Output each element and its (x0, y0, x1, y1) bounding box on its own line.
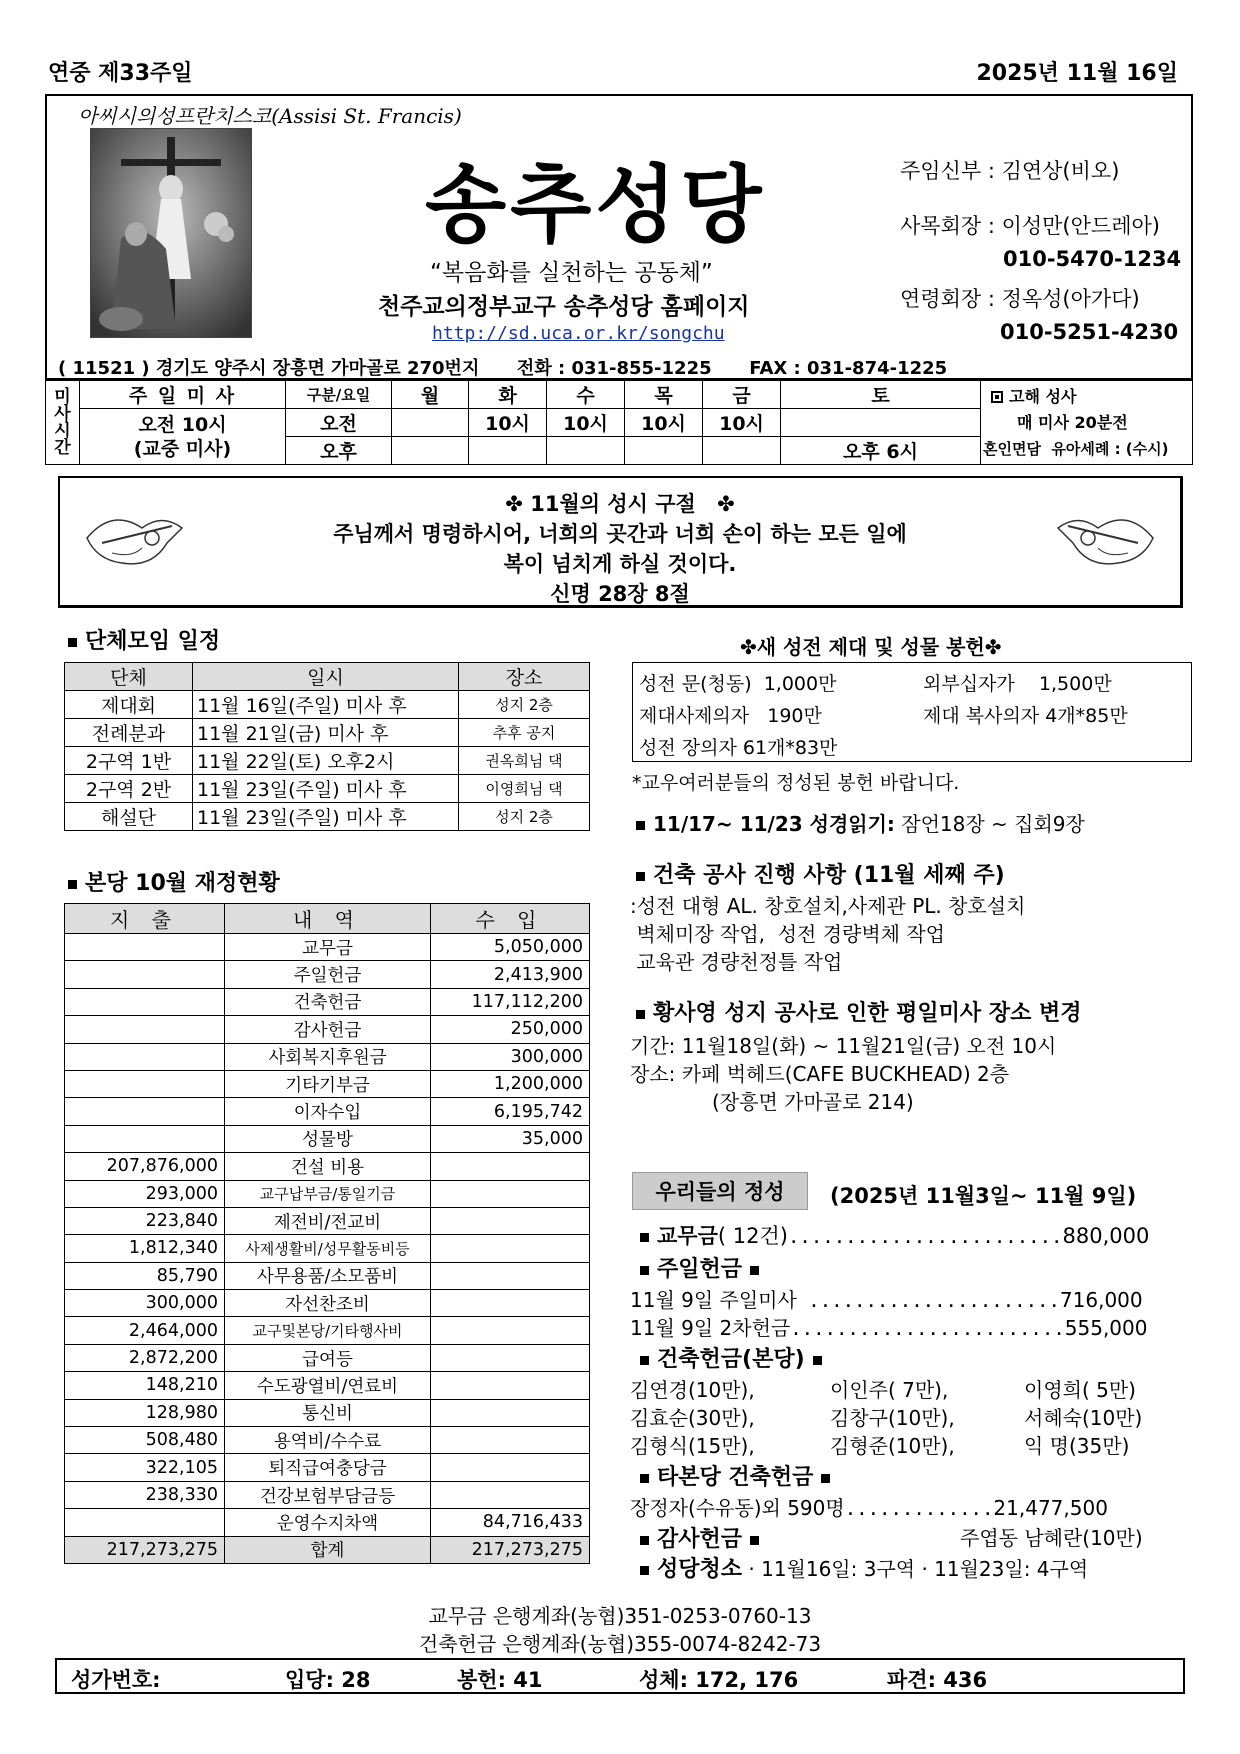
building-offering-title: 건축헌금(본당) (640, 1342, 830, 1373)
afternoon-label: 오후 (286, 437, 392, 465)
expense-cell (65, 1043, 225, 1070)
sunday-offering-row: 11월 9일 주일미사 ......................716,000 (630, 1288, 1143, 1312)
table-row: 2구역 2반 11월 23일(주일) 미사 후 이영희님 댁 (65, 775, 590, 803)
venue-change-place: 장소: 카페 벅헤드(CAFE BUCKHEAD) 2층 (630, 1062, 1010, 1086)
bible-reading: 11/17~ 11/23 성경읽기: 잠언18장 ~ 집회9장 (636, 808, 1085, 837)
table-header: 장소 (459, 663, 590, 691)
item-cell: 통신비 (225, 1399, 431, 1426)
expense-cell: 293,000 (65, 1180, 225, 1207)
offering-item: 성전 장의자 61개*83만 (639, 737, 838, 759)
sunday-offering-row: 11월 9일 2차헌금........................555,000 (630, 1316, 1148, 1340)
donor-name: 김창구(10만), (830, 1406, 955, 1430)
st-francis-crucifix-image (90, 128, 252, 338)
offering-note: *교우여러분들의 정성된 봉헌 바랍니다. (632, 772, 960, 794)
square-bullet-icon (821, 1474, 830, 1483)
item-cell: 제전비/전교비 (225, 1207, 431, 1234)
hymn-numbers-box (55, 1658, 1185, 1694)
sunday-offering-title: 주일헌금 (640, 1252, 767, 1283)
table-row (65, 1344, 590, 1371)
donor-name: 김형식(15만), (630, 1434, 755, 1458)
homepage-link[interactable]: http://sd.uca.or.kr/songchu (432, 323, 725, 344)
income-cell: 117,112,200 (431, 988, 590, 1015)
offering-item: 성전 문(청동) 1,000만 (639, 673, 837, 695)
square-bullet-icon (640, 1536, 649, 1545)
verse-reference: 신명 28장 8절 (550, 582, 690, 606)
our-offering-badge: 우리들의 정성 (632, 1172, 808, 1210)
council-president-phone: 010-5470-1234 (1003, 247, 1182, 271)
mass-times-side-label: 미 사 시 간 (46, 381, 80, 465)
income-cell (431, 1344, 590, 1371)
offering-items-box (632, 662, 1192, 762)
table-row (65, 1153, 590, 1180)
church-motto: “복음화를 실천하는 공동체” (430, 260, 713, 286)
construction-line: 교육관 경량천정틀 작업 (630, 950, 843, 974)
income-cell (431, 1372, 590, 1399)
thu-morning: 10시 (625, 409, 703, 437)
venue-change-period: 기간: 11월18일(화) ~ 11월21일(금) 오전 10시 (630, 1034, 1057, 1058)
expense-cell: 322,105 (65, 1454, 225, 1481)
table-row (65, 1536, 590, 1563)
verse-line-1: 주님께서 명령하시어, 너희의 곳간과 너희 손이 하는 모든 일에 (333, 522, 907, 546)
monthly-verse-box (58, 476, 1183, 608)
income-cell (431, 1290, 590, 1317)
address-contact-line: ( 11521 ) 경기도 양주시 장흥면 가마골로 270번지 전화 : 031-855-1225 FAX : 031-874-1225 (58, 358, 948, 379)
item-cell: 성물방 (225, 1125, 431, 1152)
tue-morning: 10시 (469, 409, 547, 437)
square-bullet-icon (750, 1266, 759, 1275)
finance-table (64, 903, 590, 1564)
income-cell (431, 1180, 590, 1207)
table-row (65, 1399, 590, 1426)
table-header: 지 출 (65, 904, 225, 934)
table-row: 제대회 11월 16일(주일) 미사 후 성지 2층 (65, 691, 590, 719)
hymn-label: 성가번호: (71, 1668, 161, 1692)
square-bullet-icon (636, 872, 645, 881)
income-cell: 5,050,000 (431, 934, 590, 961)
fri-afternoon (703, 437, 781, 465)
expense-cell (65, 1125, 225, 1152)
item-cell: 교구및본당/기타행사비 (225, 1317, 431, 1344)
item-cell: 급여등 (225, 1344, 431, 1371)
income-cell (431, 1454, 590, 1481)
donor-name: 김연경(10만), (630, 1378, 755, 1402)
cleaning-row: 성당청소 · 11월16일: 3구역 · 11월23일: 4구역 (640, 1552, 1088, 1583)
construction-line: 벽체미장 작업, 성전 경량벽체 작업 (630, 922, 945, 946)
dues-bank-account: 교무금 은행계좌(농협)351-0253-0760-13 (428, 1604, 812, 1628)
group-schedule-title: 단체모임 일정 (68, 624, 220, 655)
funeral-committee-head: 연령회장 : 정옥성(아가다) (900, 287, 1140, 311)
day-wed: 수 (547, 381, 625, 409)
day-sat: 토 (781, 381, 981, 409)
expense-cell: 2,464,000 (65, 1317, 225, 1344)
income-cell: 300,000 (431, 1043, 590, 1070)
funeral-committee-phone: 010-5251-4230 (1000, 320, 1179, 344)
venue-change-address: (장흥면 가마골로 214) (712, 1090, 914, 1114)
expense-cell: 223,840 (65, 1207, 225, 1234)
table-row (65, 988, 590, 1015)
income-cell: 35,000 (431, 1125, 590, 1152)
item-cell: 교구납부금/통일기금 (225, 1180, 431, 1207)
finance-title: 본당 10월 재정현황 (68, 866, 280, 897)
flower-icon: ✤ (984, 635, 1002, 659)
flower-icon: ✤ (717, 492, 735, 516)
liturgical-week: 연중 제33주일 (48, 61, 193, 86)
verse-title: ✤ 11월의 성시 구절 ✤ (505, 492, 735, 516)
table-header: 내 역 (225, 904, 431, 934)
council-president: 사목회장 : 이성만(안드레아) (900, 214, 1160, 238)
income-cell (431, 1317, 590, 1344)
hymn-communion: 성체: 172, 176 (639, 1668, 799, 1692)
table-row (65, 961, 590, 988)
item-cell: 사회복지후원금 (225, 1043, 431, 1070)
square-bullet-icon (640, 1266, 649, 1275)
other-parish-offering-row: 장정자(수유동)외 590명.............21,477,500 (630, 1496, 1108, 1520)
checkbox-icon (991, 391, 1003, 403)
expense-cell: 148,210 (65, 1372, 225, 1399)
square-bullet-icon (640, 1233, 649, 1242)
homepage-label: 천주교의정부교구 송추성당 홈페이지 (378, 294, 750, 320)
table-row (65, 1454, 590, 1481)
verse-line-2: 복이 넘치게 하실 것이다. (503, 552, 737, 576)
thanks-offering-value: 주엽동 남혜란(10만) (960, 1526, 1143, 1550)
table-row (65, 1098, 590, 1125)
item-cell: 이자수입 (225, 1098, 431, 1125)
sunday-mass-time: 오전 10시 (교중 미사) (80, 409, 286, 465)
square-bullet-icon (68, 638, 77, 647)
expense-cell (65, 961, 225, 988)
hymn-recessional: 파견: 436 (887, 1668, 988, 1692)
expense-cell: 300,000 (65, 1290, 225, 1317)
item-cell: 퇴직급여충당금 (225, 1454, 431, 1481)
item-cell: 수도광열비/연료비 (225, 1372, 431, 1399)
offering-item: 외부십자가 1,500만 (923, 673, 1112, 695)
item-cell: 운영수지차액 (225, 1509, 431, 1536)
wed-morning: 10시 (547, 409, 625, 437)
day-thu: 목 (625, 381, 703, 409)
table-row (65, 1043, 590, 1070)
item-cell: 사무용품/소모품비 (225, 1262, 431, 1289)
table-row (65, 934, 590, 961)
offering-item: 제대사제의자 190만 (639, 705, 822, 727)
table-row (65, 1427, 590, 1454)
table-row (65, 1125, 590, 1152)
table-header-row (65, 663, 590, 691)
mon-afternoon (392, 437, 469, 465)
table-header-row (65, 904, 590, 934)
table-row (65, 1016, 590, 1043)
expense-cell: 207,876,000 (65, 1153, 225, 1180)
wed-afternoon (547, 437, 625, 465)
type-day-header: 구분/요일 (286, 381, 392, 409)
table-row (65, 1235, 590, 1262)
thu-afternoon (625, 437, 703, 465)
item-cell: 주일헌금 (225, 961, 431, 988)
table-row (65, 1180, 590, 1207)
expense-cell: 85,790 (65, 1262, 225, 1289)
income-cell (431, 1481, 590, 1508)
hymn-offertory: 봉헌: 41 (457, 1668, 543, 1692)
item-cell: 기타기부금 (225, 1070, 431, 1097)
income-cell: 84,716,433 (431, 1509, 590, 1536)
table-row: 해설단 11월 23일(주일) 미사 후 성지 2층 (65, 803, 590, 831)
expense-cell: 2,872,200 (65, 1344, 225, 1371)
our-offering-period: (2025년 11월3일~ 11월 9일) (830, 1184, 1137, 1208)
expense-cell (65, 988, 225, 1015)
table-row (65, 1070, 590, 1097)
dues-row: 교무금( 12건)........................880,000 (640, 1220, 1149, 1250)
table-row (65, 1509, 590, 1536)
patron-saint: 아씨시의성프란치스코(Assisi St. Francis) (78, 104, 462, 128)
hymn-entrance: 입당: 28 (285, 1668, 371, 1692)
other-parish-offering-title: 타본당 건축헌금 (640, 1460, 838, 1491)
table-row (65, 1481, 590, 1508)
table-header: 수 입 (431, 904, 590, 934)
confession-info: 고해 성사 매 미사 20분전 혼인면담 유아세례 : (수시) (981, 381, 1193, 465)
expense-cell (65, 1098, 225, 1125)
day-mon: 월 (392, 381, 469, 409)
pastor: 주임신부 : 김연상(비오) (900, 159, 1120, 183)
donor-name: 김효순(30만), (630, 1406, 755, 1430)
sunday-mass-header: 주 일 미 사 (80, 381, 286, 409)
square-bullet-icon (636, 1010, 645, 1019)
construction-line: :성전 대형 AL. 창호설치,사제관 PL. 창호설치 (630, 894, 1026, 918)
expense-cell: 217,273,275 (65, 1536, 225, 1563)
sat-afternoon: 오후 6시 (781, 437, 981, 465)
expense-cell: 238,330 (65, 1481, 225, 1508)
expense-cell: 1,812,340 (65, 1235, 225, 1262)
building-bank-account: 건축헌금 은행계좌(농협)355-0074-8242-73 (418, 1632, 822, 1656)
donor-name: 익 명(35만) (1024, 1434, 1130, 1458)
income-cell (431, 1399, 590, 1426)
square-bullet-icon (750, 1536, 759, 1545)
day-tue: 화 (469, 381, 547, 409)
expense-cell (65, 1070, 225, 1097)
item-cell: 자선찬조비 (225, 1290, 431, 1317)
item-cell: 용역비/수수료 (225, 1427, 431, 1454)
donor-name: 이인주( 7만), (830, 1378, 949, 1402)
venue-change-title: 황사영 성지 공사로 인한 평일미사 장소 변경 (636, 996, 1082, 1027)
square-bullet-icon (640, 1566, 649, 1575)
square-bullet-icon (813, 1356, 822, 1365)
square-bullet-icon (636, 821, 645, 830)
donor-name: 이영희( 5만) (1024, 1378, 1136, 1402)
table-header: 일시 (193, 663, 459, 691)
income-cell (431, 1427, 590, 1454)
bulletin-date: 2025년 11월 16일 (976, 61, 1178, 86)
expense-cell (65, 1016, 225, 1043)
income-cell: 217,273,275 (431, 1536, 590, 1563)
flower-icon: ✤ (505, 492, 523, 516)
day-fri: 금 (703, 381, 781, 409)
square-bullet-icon (68, 880, 77, 889)
mass-times-table (45, 380, 1193, 465)
offering-item: 제대 복사의자 4개*85만 (923, 705, 1128, 727)
table-row: 전례분과 11월 21일(금) 미사 후 추후 공지 (65, 719, 590, 747)
item-cell: 감사헌금 (225, 1016, 431, 1043)
expense-cell: 128,980 (65, 1399, 225, 1426)
table-header: 단체 (65, 663, 193, 691)
item-cell: 합계 (225, 1536, 431, 1563)
item-cell: 건축헌금 (225, 988, 431, 1015)
group-schedule-table (64, 662, 590, 831)
fri-morning: 10시 (703, 409, 781, 437)
expense-cell: 508,480 (65, 1427, 225, 1454)
income-cell: 2,413,900 (431, 961, 590, 988)
income-cell: 1,200,000 (431, 1070, 590, 1097)
tue-afternoon (469, 437, 547, 465)
offering-title: ✤새 성전 제대 및 성물 봉헌✤ (740, 635, 1002, 659)
flower-icon: ✤ (740, 635, 757, 659)
income-cell (431, 1262, 590, 1289)
income-cell (431, 1153, 590, 1180)
church-name: 송추성당 (425, 156, 766, 254)
income-cell: 6,195,742 (431, 1098, 590, 1125)
sat-morning (781, 409, 981, 437)
square-bullet-icon (640, 1474, 649, 1483)
mon-morning (392, 409, 469, 437)
thanks-offering-title: 감사헌금 (640, 1522, 767, 1553)
table-row (65, 1262, 590, 1289)
item-cell: 교무금 (225, 934, 431, 961)
table-row (65, 1317, 590, 1344)
income-cell (431, 1207, 590, 1234)
table-row (65, 1207, 590, 1234)
expense-cell (65, 1509, 225, 1536)
table-row (65, 1290, 590, 1317)
income-cell: 250,000 (431, 1016, 590, 1043)
morning-label: 오전 (286, 409, 392, 437)
item-cell: 건강보험부담금등 (225, 1481, 431, 1508)
item-cell: 건설 비용 (225, 1153, 431, 1180)
donor-name: 김형준(10만), (830, 1434, 955, 1458)
expense-cell (65, 934, 225, 961)
income-cell (431, 1235, 590, 1262)
table-row (65, 1372, 590, 1399)
construction-title: 건축 공사 진행 사항 (11월 세째 주) (636, 858, 1005, 889)
square-bullet-icon (640, 1356, 649, 1365)
table-row: 2구역 1반 11월 22일(토) 오후2시 권옥희님 댁 (65, 747, 590, 775)
item-cell: 사제생활비/성무활동비등 (225, 1235, 431, 1262)
donor-name: 서혜숙(10만) (1024, 1406, 1143, 1430)
